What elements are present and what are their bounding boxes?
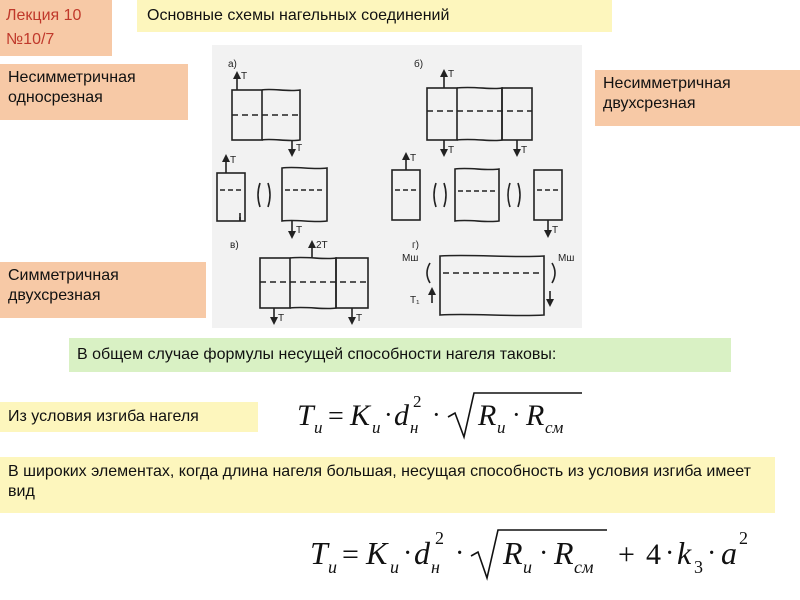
force-label: Т: [448, 69, 455, 80]
formula-superscript: 2: [739, 528, 748, 548]
formula-symbol: d: [394, 399, 409, 432]
formula-subscript: н: [431, 557, 440, 577]
label-line: двухсрезная: [603, 95, 696, 112]
formula-subscript: см: [574, 557, 594, 577]
force-label: Т: [278, 313, 285, 324]
force-label: Т: [410, 153, 417, 164]
panel-label-a: а): [228, 59, 237, 70]
force-label: Т: [230, 155, 237, 166]
force-label: Т: [448, 145, 455, 156]
formula-plus: +: [618, 538, 635, 571]
wide-elements-statement: В широких элементах, когда длина нагеля большая, несущая способность из условия изгиба имеет вид: [0, 457, 775, 513]
force-label: Т: [241, 71, 248, 82]
formula-number: 4: [646, 538, 661, 571]
dowel-joint-diagram: [212, 45, 582, 328]
formula-superscript: 2: [413, 392, 422, 411]
formula-subscript: и: [314, 418, 323, 437]
formula-subscript: н: [410, 418, 419, 437]
formula-subscript: и: [390, 557, 399, 577]
force-label: Т: [521, 145, 528, 156]
formula-dot: ·: [432, 400, 441, 429]
formula-dot: ·: [403, 538, 413, 569]
formula-symbol: d: [414, 535, 430, 571]
bending-condition-label: Из условия изгиба нагеля: [0, 402, 258, 432]
formula-subscript: и: [523, 557, 532, 577]
formula-symbol: K: [366, 535, 388, 571]
formula-superscript: 2: [435, 528, 444, 548]
formula-subscript: и: [372, 418, 381, 437]
formula-symbol: R: [554, 535, 574, 571]
label-asymmetric-double-shear: [595, 70, 800, 126]
force-label-double: 2Т: [316, 240, 328, 251]
formula-symbol: k: [677, 535, 692, 571]
label-line: двухсрезная: [8, 287, 101, 304]
formula-symbol: R: [526, 399, 545, 432]
label-line: односрезная: [8, 89, 103, 106]
formula-symbol: T: [297, 399, 314, 432]
bending-capacity-formula: [292, 385, 602, 445]
formula-equals: =: [328, 401, 344, 432]
moment-label: Мш: [558, 253, 575, 264]
moment-label: Мш: [402, 253, 419, 264]
label-line: Симметричная: [8, 267, 119, 284]
force-label: Т: [356, 313, 363, 324]
force-label: Т: [296, 143, 303, 154]
formula-subscript: 3: [694, 557, 703, 577]
force-label: Т₁: [410, 295, 420, 306]
formula-symbol: T: [310, 535, 328, 571]
wide-element-capacity-formula: [305, 520, 785, 586]
formula-dot: ·: [539, 538, 549, 569]
label-line: Несимметричная: [603, 75, 731, 92]
formula-dot: ·: [455, 538, 465, 569]
formula-equals: =: [342, 538, 359, 571]
formula-dot: ·: [512, 400, 521, 429]
general-formula-statement: В общем случае формулы несущей способности нагеля таковы:: [69, 338, 731, 372]
formula-symbol: R: [503, 535, 523, 571]
label-line: Несимметричная: [8, 69, 136, 86]
formula-symbol: a: [721, 535, 737, 571]
formula-dot: ·: [707, 538, 717, 569]
slide-title: Основные схемы нагельных соединений: [137, 0, 612, 32]
panel-label-g: г): [412, 240, 419, 251]
formula-subscript: и: [328, 557, 337, 577]
formula-symbol: K: [350, 399, 371, 432]
formula-subscript: см: [545, 418, 564, 437]
lecture-number: Лекция 10: [6, 7, 82, 24]
lecture-badge: [0, 0, 112, 56]
label-symmetric-double-shear: [0, 262, 206, 318]
panel-label-v: в): [230, 240, 239, 251]
panel-label-b: б): [414, 59, 424, 70]
force-label: Т: [552, 225, 559, 236]
formula-subscript: и: [497, 418, 506, 437]
label-asymmetric-single-shear: [0, 64, 188, 120]
formula-dot: ·: [384, 400, 393, 429]
formula-dot: ·: [665, 538, 675, 569]
force-label: Т: [296, 225, 303, 236]
formula-symbol: R: [478, 399, 497, 432]
slide-number: №10/7: [6, 31, 55, 48]
